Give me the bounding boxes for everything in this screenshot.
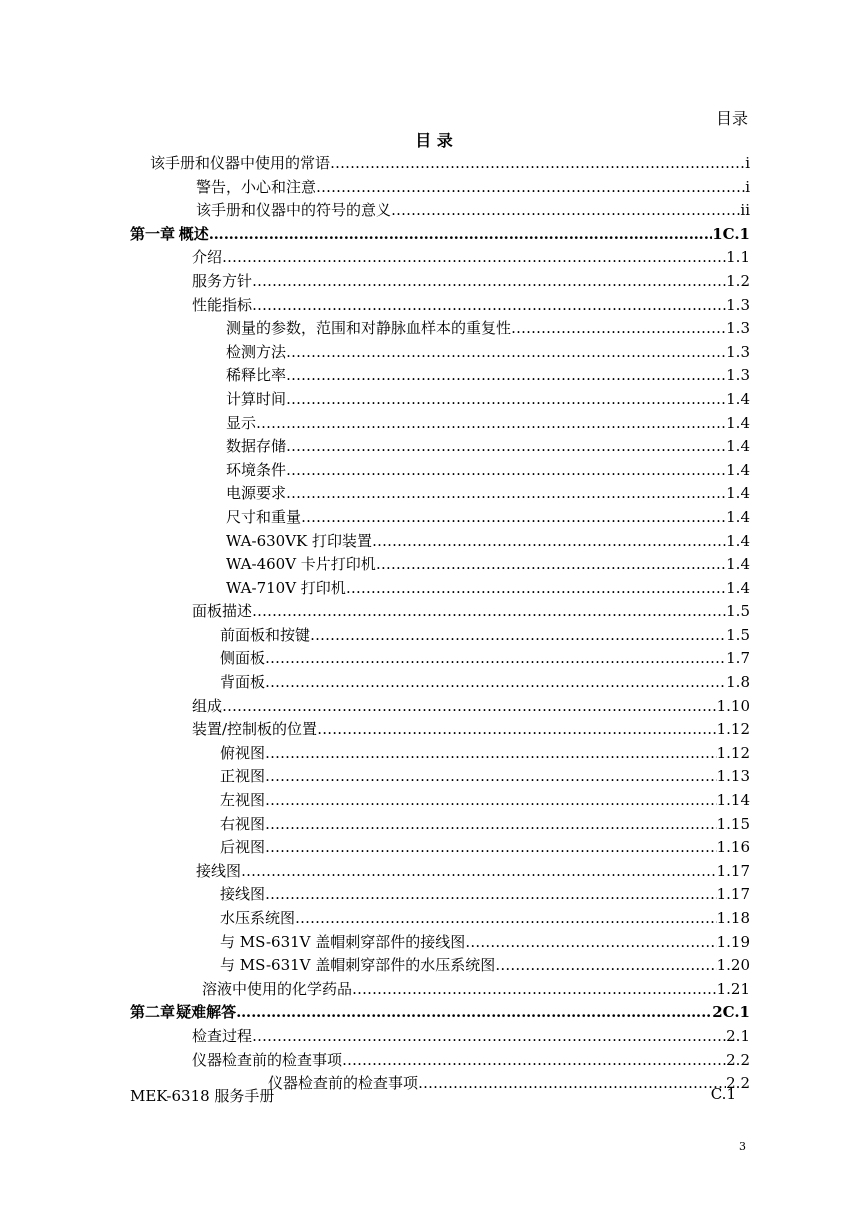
- toc-entry-page: 1.1: [726, 248, 750, 267]
- toc-leader-dots: [316, 176, 745, 200]
- toc-leader-dots: [265, 883, 717, 907]
- toc-entry-label: 测量的参数，范围和对静脉血样本的重复性: [226, 319, 512, 338]
- toc-leader-dots: [342, 1049, 726, 1073]
- toc-entry[interactable]: [130, 931, 750, 955]
- toc-leader-dots: [252, 294, 726, 318]
- toc-entry[interactable]: [130, 836, 750, 860]
- toc-entry[interactable]: [130, 647, 750, 671]
- toc-entry[interactable]: [130, 907, 750, 931]
- toc-entry-label: 尺寸和重量: [226, 507, 302, 526]
- toc-entry-page: i: [745, 177, 750, 196]
- toc-leader-dots: [265, 671, 726, 695]
- toc-leader-dots: [252, 600, 726, 624]
- toc-leader-dots: [418, 1072, 726, 1096]
- toc-entry[interactable]: [130, 1025, 750, 1049]
- toc-entry[interactable]: [130, 765, 750, 789]
- toc-entry-label: 显示: [226, 413, 257, 432]
- table-of-contents: [130, 152, 750, 1096]
- toc-entry-page: 1.5: [726, 625, 750, 644]
- toc-leader-dots: [265, 765, 717, 789]
- toc-entry[interactable]: [130, 530, 750, 554]
- toc-entry[interactable]: [130, 577, 750, 601]
- toc-entry-label: 侧面板: [220, 649, 266, 668]
- toc-entry-page: 1.12: [716, 743, 750, 762]
- toc-entry-page: ii: [740, 201, 750, 220]
- toc-leader-dots: [317, 718, 717, 742]
- footer-manual-title: MEK-6318 服务手册: [130, 1087, 275, 1105]
- toc-entry[interactable]: [130, 1001, 750, 1025]
- toc-entry-page: 1.10: [716, 696, 750, 715]
- toc-entry-label: 检查过程: [192, 1026, 253, 1045]
- toc-entry[interactable]: [130, 412, 750, 436]
- toc-leader-dots: [286, 482, 726, 506]
- toc-entry-label: 概述: [178, 224, 209, 243]
- toc-leader-dots: [241, 860, 717, 884]
- toc-entry-label: 组成: [192, 696, 223, 715]
- toc-leader-dots: [286, 459, 726, 483]
- toc-entry-label: 介绍: [192, 248, 223, 267]
- toc-entry[interactable]: [130, 1049, 750, 1073]
- toc-entry[interactable]: [130, 742, 750, 766]
- toc-entry-label: 背面板: [220, 673, 266, 692]
- toc-entry[interactable]: [130, 435, 750, 459]
- toc-entry-page: 1C.1: [712, 224, 750, 243]
- toc-entry-page: 1.3: [726, 342, 750, 361]
- toc-entry-label: 环境条件: [226, 460, 287, 479]
- toc-leader-dots: [256, 412, 726, 436]
- footer-section-page: C.1: [710, 1085, 736, 1103]
- toc-entry-page: 1.3: [726, 295, 750, 314]
- toc-entry[interactable]: [130, 860, 750, 884]
- toc-leader-dots: [265, 647, 726, 671]
- toc-entry-page: 1.15: [716, 814, 750, 833]
- toc-entry-page: 1.19: [716, 932, 750, 951]
- toc-entry-page: 1.5: [726, 602, 750, 621]
- toc-entry-label: 疑难解答: [176, 1003, 237, 1022]
- toc-entry[interactable]: [130, 695, 750, 719]
- toc-entry-page: 1.12: [716, 720, 750, 739]
- toc-entry[interactable]: [130, 364, 750, 388]
- toc-entry[interactable]: [130, 813, 750, 837]
- toc-entry-page: 1.3: [726, 319, 750, 338]
- toc-leader-dots: [346, 577, 726, 601]
- toc-leader-dots: [352, 978, 717, 1002]
- toc-entry-page: 1.4: [726, 460, 750, 479]
- toc-entry-label: 接线图: [196, 861, 242, 880]
- toc-leader-dots: [295, 907, 717, 931]
- toc-entry[interactable]: [130, 317, 750, 341]
- toc-entry-page: 1.3: [726, 366, 750, 385]
- toc-entry[interactable]: [130, 176, 750, 200]
- toc-entry[interactable]: [130, 624, 750, 648]
- toc-entry-label: 仪器检查前的检查事项: [192, 1050, 343, 1069]
- toc-entry[interactable]: [130, 270, 750, 294]
- toc-entry-page: 1.17: [716, 885, 750, 904]
- toc-leader-dots: [301, 506, 726, 530]
- toc-entry-page: 1.21: [716, 979, 750, 998]
- toc-entry-label: 溶液中使用的化学药品: [202, 979, 353, 998]
- toc-leader-dots: [372, 530, 726, 554]
- toc-entry-label: 正视图: [220, 767, 266, 786]
- toc-entry-page: 1.4: [726, 578, 750, 597]
- toc-leader-dots: [252, 270, 726, 294]
- toc-chapter-number: 第二章: [130, 1003, 176, 1022]
- toc-leader-dots: [222, 246, 726, 270]
- toc-entry-page: 1.4: [726, 555, 750, 574]
- toc-leader-dots: [465, 931, 716, 955]
- toc-entry[interactable]: [130, 152, 750, 176]
- toc-entry-page: 1.4: [726, 437, 750, 456]
- toc-entry-page: 1.17: [716, 861, 750, 880]
- toc-entry-label: 后视图: [220, 838, 266, 857]
- toc-leader-dots: [495, 954, 716, 978]
- toc-entry-page: 1.16: [716, 838, 750, 857]
- toc-leader-dots: [265, 813, 717, 837]
- toc-entry[interactable]: [130, 246, 750, 270]
- toc-entry-label: 面板描述: [192, 602, 253, 621]
- toc-entry[interactable]: [130, 223, 750, 247]
- toc-leader-dots: [511, 317, 726, 341]
- toc-leader-dots: [209, 223, 712, 247]
- toc-entry[interactable]: [130, 789, 750, 813]
- toc-entry-label: 稀释比率: [226, 366, 287, 385]
- toc-entry-label: 右视图: [220, 814, 266, 833]
- toc-entry-page: 1.20: [716, 956, 750, 975]
- toc-leader-dots: [236, 1001, 712, 1025]
- toc-entry-label: 与 MS-631V 盖帽刺穿部件的水压系统图: [220, 956, 496, 975]
- toc-entry[interactable]: [130, 954, 750, 978]
- toc-leader-dots: [286, 364, 726, 388]
- toc-leader-dots: [376, 553, 726, 577]
- toc-entry[interactable]: [130, 482, 750, 506]
- toc-entry-page: 1.8: [726, 673, 750, 692]
- toc-entry-label: 左视图: [220, 791, 266, 810]
- toc-entry-label: WA-460V 卡片打印机: [226, 555, 376, 574]
- toc-entry-label: 电源要求: [226, 484, 287, 503]
- toc-entry-page: 1.4: [726, 484, 750, 503]
- toc-leader-dots: [286, 341, 726, 365]
- toc-entry-label: 接线图: [220, 885, 266, 904]
- toc-entry[interactable]: [130, 883, 750, 907]
- toc-entry-label: 前面板和按键: [220, 625, 311, 644]
- toc-leader-dots: [286, 435, 726, 459]
- toc-entry-page: 1.2: [726, 271, 750, 290]
- toc-entry-label: 性能指标: [192, 295, 253, 314]
- toc-leader-dots: [330, 152, 745, 176]
- toc-leader-dots: [222, 695, 717, 719]
- page-number: 3: [739, 1140, 746, 1153]
- toc-entry-page: 1.7: [726, 649, 750, 668]
- toc-entry[interactable]: [130, 341, 750, 365]
- toc-entry-label: 装置/控制板的位置: [192, 720, 318, 739]
- toc-entry-page: 2.2: [726, 1074, 750, 1093]
- toc-entry[interactable]: [130, 671, 750, 695]
- toc-entry-label: 该手册和仪器中的符号的意义: [196, 201, 392, 220]
- toc-entry-label: 检测方法: [226, 342, 287, 361]
- toc-entry-label: WA-630VK 打印装置: [226, 531, 373, 550]
- toc-entry-label: 该手册和仪器中使用的常语: [150, 154, 331, 172]
- toc-entry[interactable]: [130, 199, 750, 223]
- toc-title: 目 录: [415, 131, 453, 150]
- toc-entry-page: 1.4: [726, 389, 750, 408]
- toc-entry-page: 1.4: [726, 531, 750, 550]
- toc-entry[interactable]: [130, 388, 750, 412]
- toc-entry-page: i: [745, 154, 750, 172]
- toc-entry-page: 1.4: [726, 507, 750, 526]
- toc-leader-dots: [265, 742, 717, 766]
- toc-entry-page: 2C.1: [712, 1003, 750, 1022]
- toc-entry[interactable]: [130, 978, 750, 1002]
- toc-entry-label: 数据存储: [226, 437, 287, 456]
- toc-entry-label: 警告，小心和注意: [196, 177, 317, 196]
- toc-entry-label: WA-710V 打印机: [226, 578, 346, 597]
- running-header: 目录: [715, 109, 748, 128]
- toc-entry-page: 1.14: [716, 791, 750, 810]
- toc-leader-dots: [391, 199, 740, 223]
- toc-leader-dots: [310, 624, 726, 648]
- toc-entry[interactable]: [130, 600, 750, 624]
- toc-entry-page: 1.13: [716, 767, 750, 786]
- toc-leader-dots: [252, 1025, 726, 1049]
- toc-entry-page: 1.18: [716, 909, 750, 927]
- toc-chapter-number: 第一章: [130, 224, 176, 243]
- toc-entry-label: 与 MS-631V 盖帽刺穿部件的接线图: [220, 932, 466, 951]
- toc-entry-label: 服务方针: [192, 271, 253, 290]
- toc-entry[interactable]: [130, 459, 750, 483]
- toc-entry-label: 水压系统图: [220, 909, 296, 927]
- toc-entry-page: 2.2: [726, 1050, 750, 1069]
- toc-leader-dots: [286, 388, 726, 412]
- toc-entry-label: 仪器检查前的检查事项: [268, 1074, 419, 1093]
- toc-entry[interactable]: [130, 718, 750, 742]
- toc-entry-page: 2.1: [726, 1026, 750, 1045]
- toc-entry[interactable]: [130, 506, 750, 530]
- toc-entry-label: 计算时间: [226, 389, 287, 408]
- toc-entry-label: 俯视图: [220, 743, 266, 762]
- toc-leader-dots: [265, 836, 717, 860]
- toc-leader-dots: [265, 789, 717, 813]
- toc-entry[interactable]: [130, 294, 750, 318]
- toc-entry[interactable]: [130, 553, 750, 577]
- toc-entry-page: 1.4: [726, 413, 750, 432]
